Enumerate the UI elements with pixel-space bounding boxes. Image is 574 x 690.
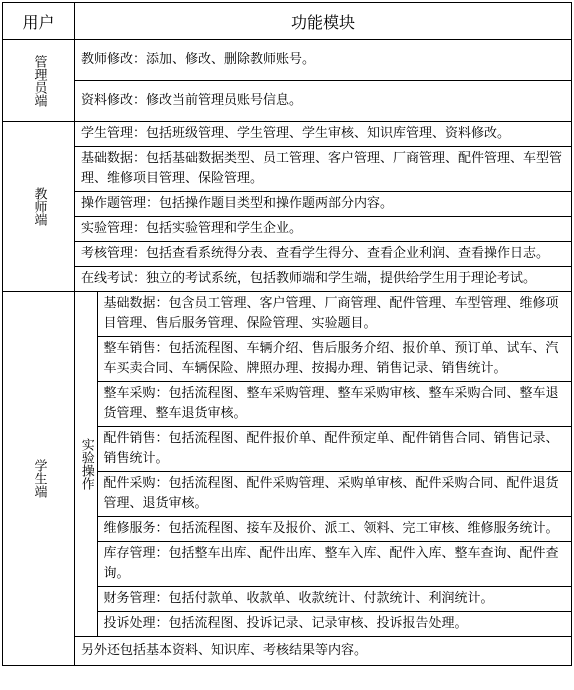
admin-label-cell <box>3 40 75 122</box>
teacher-label-cell <box>3 122 75 292</box>
teacher-row-4: 考核管理：包括查看系统得分表、查看学生得分、查看企业利润、查看操作日志。 <box>75 242 572 267</box>
experiment-label: 实验操作 <box>78 438 94 490</box>
function-table <box>2 2 572 666</box>
header-row <box>3 3 572 40</box>
header-function: 功能模块 <box>75 3 572 40</box>
teacher-label: 教师端 <box>31 187 47 226</box>
teacher-row-2: 操作题管理：包括操作题目类型和操作题两部分内容。 <box>75 192 572 217</box>
student-row-3: 配件销售：包括流程图、配件报价单、配件预定单、配件销售合同、销售记录、销售统计。 <box>97 427 571 472</box>
student-experiment-cell <box>75 292 572 637</box>
student-row-6: 库存管理：包括整车出库、配件出库、整车入库、配件入库、整车查询、配件查询。 <box>97 542 571 587</box>
student-label: 学生端 <box>31 459 47 498</box>
student-experiment-table <box>75 292 571 636</box>
student-row-7: 财务管理：包括付款单、收款单、收款统计、付款统计、利润统计。 <box>97 587 571 612</box>
admin-row-1: 资料修改：修改当前管理员账号信息。 <box>75 81 572 122</box>
teacher-row-5: 在线考试：独立的考试系统，包括教师端和学生端，提供给学生用于理论考试。 <box>75 267 572 292</box>
teacher-row-0: 学生管理：包括班级管理、学生管理、学生审核、知识库管理、资料修改。 <box>75 122 572 147</box>
admin-row-0: 教师修改：添加、修改、删除教师账号。 <box>75 40 572 81</box>
student-footer: 另外还包括基本资料、知识库、考核结果等内容。 <box>75 637 572 666</box>
student-label-cell <box>3 292 75 666</box>
experiment-label-cell <box>75 292 97 636</box>
student-row-4: 配件采购：包括流程图、配件采购管理、采购单审核、配件采购合同、配件退货管理、退货审核。 <box>97 472 571 517</box>
admin-label: 管理员端 <box>31 54 47 107</box>
teacher-row-3: 实验管理：包括实验管理和学生企业。 <box>75 217 572 242</box>
student-row-2: 整车采购：包括流程图、整车采购管理、整车采购审核、整车采购合同、整车退货管理、整车退货审核。 <box>97 382 571 427</box>
student-row-5: 维修服务：包括流程图、接车及报价、派工、领料、完工审核、维修服务统计。 <box>97 517 571 542</box>
student-row-8: 投诉处理：包括流程图、投诉记录、记录审核、投诉报告处理。 <box>103 616 468 631</box>
header-user: 用户 <box>3 3 75 40</box>
student-row-0: 基础数据：包含员工管理、客户管理、厂商管理、配件管理、车型管理、维修项目管理、售后服务管理、保险管理、实验题目。 <box>97 292 571 337</box>
teacher-row-1: 基础数据：包括基础数据类型、员工管理、客户管理、厂商管理、配件管理、车型管理、维修项目管理、保险管理。 <box>75 147 572 192</box>
student-row-1: 整车销售：包括流程图、车辆介绍、售后服务介绍、报价单、预订单、试车、汽车买卖合同、车辆保险、牌照办理、按揭办理、销售记录、销售统计。 <box>97 337 571 382</box>
